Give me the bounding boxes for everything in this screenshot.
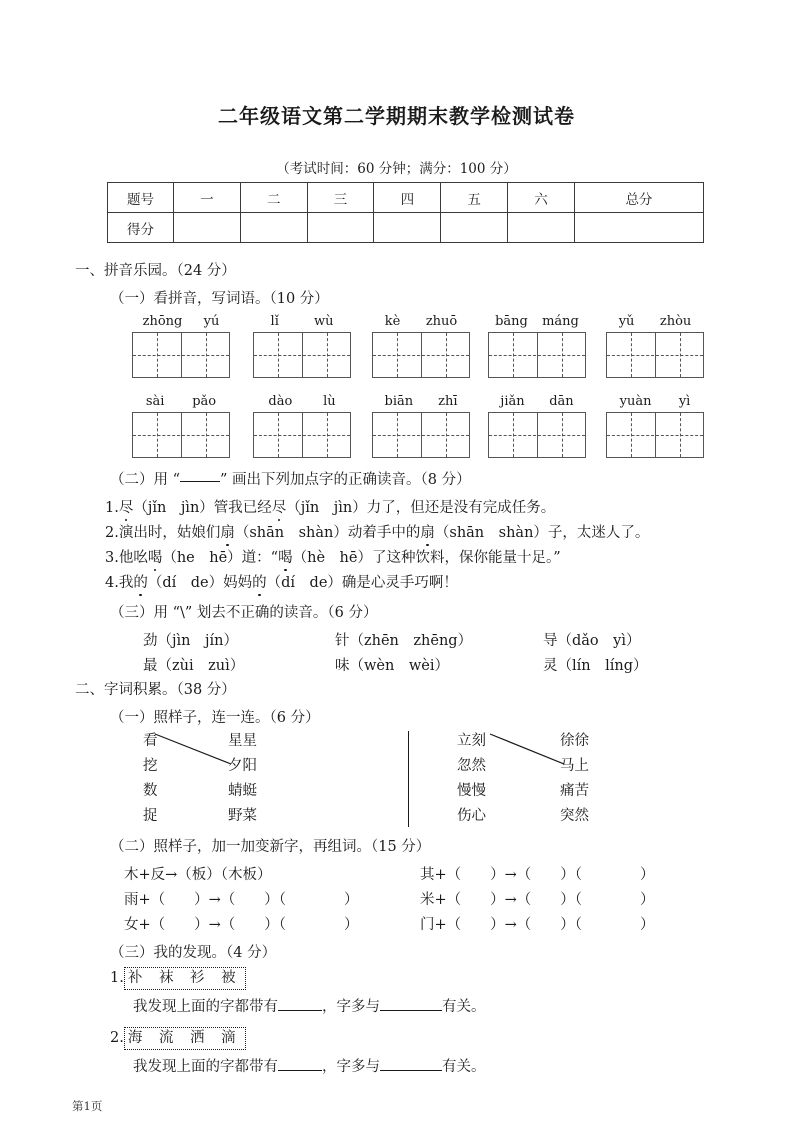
tianzige-box[interactable]	[253, 332, 351, 378]
match-item[interactable]: 看	[143, 733, 158, 749]
match-item[interactable]: 数	[143, 783, 158, 799]
tianzige-cell[interactable]	[302, 413, 350, 457]
match-item[interactable]: 立刻	[457, 733, 486, 749]
match-item[interactable]: 突然	[560, 808, 589, 824]
tianzige-box[interactable]	[488, 332, 586, 378]
tianzige-cell[interactable]	[655, 413, 703, 457]
pinyin-syllable: sài	[145, 394, 165, 409]
tianzige-cell[interactable]	[373, 333, 421, 377]
pinyin-syllable: zhòu	[659, 314, 692, 329]
section-one-part-a-heading: （一）看拼音，写词语。（10 分）	[110, 291, 329, 307]
part-c-row-1-item-1[interactable]: 劲（jìn jín）	[143, 633, 238, 649]
pinyin-group-1-2	[253, 312, 351, 378]
answer-blank[interactable]	[278, 1010, 322, 1011]
match-item[interactable]: 蜻蜓	[228, 783, 257, 799]
answer-blank[interactable]	[278, 1070, 322, 1071]
score-cell-3[interactable]	[374, 213, 441, 243]
dotted-char: 的	[252, 575, 267, 591]
part-b-item-3	[105, 546, 561, 567]
pinyin-syllable: lù	[323, 394, 336, 409]
match-item[interactable]: 野菜	[228, 808, 257, 824]
item-number: 1.	[110, 970, 124, 986]
score-cell-6[interactable]	[574, 213, 703, 243]
pinyin-syllable: bāng	[495, 314, 528, 329]
part-b-heading-pre: （二）用 “	[110, 472, 181, 488]
tianzige-box[interactable]	[132, 412, 230, 458]
pinyin-syllable: pǎo	[192, 394, 217, 409]
part-c-row-2-item-2[interactable]: 味（wèn wèi）	[335, 658, 449, 674]
tianzige-cell[interactable]	[607, 413, 655, 457]
tianzige-box[interactable]	[132, 332, 230, 378]
tianzige-cell[interactable]	[373, 413, 421, 457]
part-b-item-4	[105, 571, 458, 592]
dotted-char: 扇	[220, 525, 235, 541]
dotted-char: 喝	[278, 550, 293, 566]
pinyin-group-1-1	[132, 312, 230, 378]
match-item[interactable]: 伤心	[457, 808, 486, 824]
match-item[interactable]: 慢慢	[457, 783, 486, 799]
pinyin-row-1	[0, 312, 793, 390]
pinyin-syllable: máng	[542, 314, 579, 329]
match-item[interactable]: 星星	[228, 733, 257, 749]
part-c-row-2-item-3[interactable]: 灵（lín líng）	[543, 658, 648, 674]
discovery-item-1	[110, 967, 246, 990]
tianzige-cell[interactable]	[181, 333, 229, 377]
score-table-col-4: 五	[441, 183, 508, 213]
tianzige-cell[interactable]	[254, 333, 302, 377]
pinyin-syllable: dào	[268, 394, 293, 409]
tianzige-cell[interactable]	[302, 333, 350, 377]
tianzige-cell[interactable]	[655, 333, 703, 377]
tianzige-box[interactable]	[606, 332, 704, 378]
score-table-label-0: 题号	[108, 183, 174, 213]
tianzige-box[interactable]	[253, 412, 351, 458]
part-c-row-2-item-1[interactable]: 最（zùi zuì）	[143, 658, 245, 674]
answer-blank[interactable]	[380, 1070, 442, 1071]
score-cell-2[interactable]	[307, 213, 374, 243]
score-table-col-3: 四	[374, 183, 441, 213]
pinyin-syllable: yuàn	[619, 394, 652, 409]
pinyin-syllable: zhī	[438, 394, 458, 409]
tianzige-box[interactable]	[488, 412, 586, 458]
tianzige-cell[interactable]	[607, 333, 655, 377]
section-one-part-c-heading: （三）用 “\” 划去不正确的读音。（6 分）	[110, 605, 378, 621]
item-number: 2.	[105, 525, 119, 541]
part-b-row-2-right[interactable]: 米+（ ）→（ ）（ ）	[420, 892, 655, 908]
prompt-text: ，字多与	[322, 999, 380, 1015]
pinyin-syllable: jiǎn	[500, 394, 525, 409]
tianzige-cell[interactable]	[537, 413, 585, 457]
section-two-part-b-heading: （二）照样子，加一加变新字，再组词。（15 分）	[110, 839, 431, 855]
table-row-score	[108, 213, 704, 243]
dotted-char: 喝	[147, 550, 163, 566]
tianzige-cell[interactable]	[133, 413, 181, 457]
item-text: （shān shàn）子，太迷人了。	[434, 525, 650, 541]
part-b-row-2-left[interactable]: 雨+（ ）→（ ）（ ）	[124, 892, 359, 908]
part-b-row-3-right[interactable]: 门+（ ）→（ ）（ ）	[420, 917, 655, 933]
match-item[interactable]: 痛苦	[560, 783, 589, 799]
prompt-text: 有关。	[442, 1059, 486, 1075]
pinyin-syllable: dān	[549, 394, 574, 409]
char-group-box: 补 袜 衫 被	[124, 967, 246, 990]
score-table-label-1: 得分	[108, 213, 174, 243]
dotted-char: 尽	[118, 500, 134, 516]
section-one-heading: 一、拼音乐园。（24 分）	[75, 263, 236, 279]
tianzige-box[interactable]	[372, 412, 470, 458]
match-item[interactable]: 忽然	[457, 758, 486, 774]
item-text: （dí de）确是心灵手巧啊！	[266, 575, 458, 591]
score-table-col-0: 一	[174, 183, 241, 213]
section-two-part-c-heading: （三）我的发现。（4 分）	[110, 945, 277, 961]
score-cell-5[interactable]	[508, 213, 575, 243]
item-text: 他吆	[118, 550, 148, 566]
item-text: （he hē）道：“	[162, 550, 279, 566]
tianzige-cell[interactable]	[181, 413, 229, 457]
item-text: （dí de）妈妈	[147, 575, 253, 591]
item-text: （hè hē）了这种饮料，保你能量十足。”	[292, 550, 561, 566]
pinyin-group-2-2	[253, 392, 351, 458]
pinyin-group-2-1	[132, 392, 230, 458]
part-b-row-3-left[interactable]: 女+（ ）→（ ）（ ）	[124, 917, 359, 933]
prompt-text: 我发现上面的字都带有	[133, 999, 278, 1015]
exam-subtitle: （考试时间：60 分钟；满分：100 分）	[276, 161, 517, 177]
dotted-char: 扇	[420, 525, 435, 541]
item-number: 3.	[105, 550, 119, 566]
score-table-col-6: 总分	[574, 183, 703, 213]
match-item[interactable]: 捉	[143, 808, 158, 824]
tianzige-cell[interactable]	[489, 333, 537, 377]
tianzige-cell[interactable]	[421, 333, 469, 377]
pinyin-syllable: lǐ	[270, 314, 279, 329]
part-b-item-1	[105, 496, 555, 517]
pinyin-group-1-4	[488, 312, 586, 378]
score-cell-0[interactable]	[174, 213, 241, 243]
part-b-row-1-right[interactable]: 其+（ ）→（ ）（ ）	[420, 867, 655, 883]
dotted-char: 的	[133, 575, 148, 591]
score-table-col-2: 三	[307, 183, 374, 213]
match-divider	[408, 731, 409, 827]
item-text: （shān shàn）动着手中的	[234, 525, 421, 541]
part-b-item-2	[105, 521, 649, 542]
score-table-col-1: 二	[240, 183, 307, 213]
pinyin-syllable: yú	[203, 314, 220, 329]
pinyin-group-2-5	[606, 392, 704, 458]
part-b-row-1-left[interactable]: 木+反→（板）（木板）	[124, 867, 272, 883]
section-two-heading: 二、字词积累。（38 分）	[75, 682, 236, 698]
match-item[interactable]: 挖	[143, 758, 158, 774]
part-c-row-1-item-3[interactable]: 导（dǎo yì）	[543, 633, 641, 649]
underline-sample	[180, 481, 220, 482]
match-right-group-left-column	[457, 729, 486, 829]
char-group-box: 海 流 洒 滴	[124, 1027, 246, 1050]
pinyin-syllable: yì	[678, 394, 691, 409]
match-connector-line-right	[490, 734, 568, 766]
item-text: 我	[118, 575, 134, 591]
page-footer: 第1页	[72, 1099, 103, 1113]
pinyin-syllable: yǔ	[618, 314, 635, 329]
tianzige-box[interactable]	[606, 412, 704, 458]
part-c-row-1-item-2[interactable]: 针（zhēn zhēng）	[335, 633, 473, 649]
pinyin-group-2-3	[372, 392, 470, 458]
prompt-text: 我发现上面的字都带有	[133, 1059, 278, 1075]
pinyin-syllable: biān	[384, 394, 414, 409]
match-item[interactable]: 夕阳	[228, 758, 257, 774]
pinyin-row-2	[0, 392, 793, 470]
item-text: （jǐn jìn）力了，但还是没有完成任务。	[286, 500, 556, 516]
pinyin-group-1-3	[372, 312, 470, 378]
item-number: 2.	[110, 1030, 124, 1046]
item-number: 4.	[105, 575, 119, 591]
page-title: 二年级语文第二学期期末教学检测试卷	[218, 104, 575, 128]
prompt-text: ，字多与	[322, 1059, 380, 1075]
tianzige-box[interactable]	[372, 332, 470, 378]
pinyin-syllable: kè	[384, 314, 401, 329]
match-item[interactable]: 徐徐	[560, 733, 589, 749]
dotted-char: 尽	[271, 500, 287, 516]
pinyin-syllable: zhōng	[142, 314, 183, 329]
section-one-part-b-heading	[110, 468, 471, 489]
tianzige-cell[interactable]	[537, 333, 585, 377]
score-table	[107, 182, 704, 243]
item-text: 演出时，姑娘们	[118, 525, 221, 541]
discovery-item-2	[110, 1027, 246, 1050]
tianzige-cell[interactable]	[489, 413, 537, 457]
part-b-heading-post: ” 画出下列加点字的正确读音。（8 分）	[220, 472, 471, 488]
item-text: （jǐn jìn）管我已经	[133, 500, 272, 516]
tianzige-cell[interactable]	[254, 413, 302, 457]
tianzige-cell[interactable]	[133, 333, 181, 377]
prompt-text: 有关。	[442, 999, 486, 1015]
pinyin-syllable: zhuō	[425, 314, 458, 329]
pinyin-group-2-4	[488, 392, 586, 458]
pinyin-syllable: wù	[313, 314, 334, 329]
score-cell-4[interactable]	[441, 213, 508, 243]
score-cell-1[interactable]	[240, 213, 307, 243]
discovery-prompt-2	[133, 1055, 486, 1076]
item-number: 1.	[105, 500, 119, 516]
table-row-header	[108, 183, 704, 213]
discovery-prompt-1	[133, 995, 486, 1016]
match-connector-line-left	[155, 734, 235, 766]
section-two-part-a-heading: （一）照样子，连一连。（6 分）	[110, 710, 320, 726]
score-table-col-5: 六	[508, 183, 575, 213]
tianzige-cell[interactable]	[421, 413, 469, 457]
answer-blank[interactable]	[380, 1010, 442, 1011]
pinyin-group-1-5	[606, 312, 704, 378]
match-item[interactable]: 马上	[560, 758, 589, 774]
